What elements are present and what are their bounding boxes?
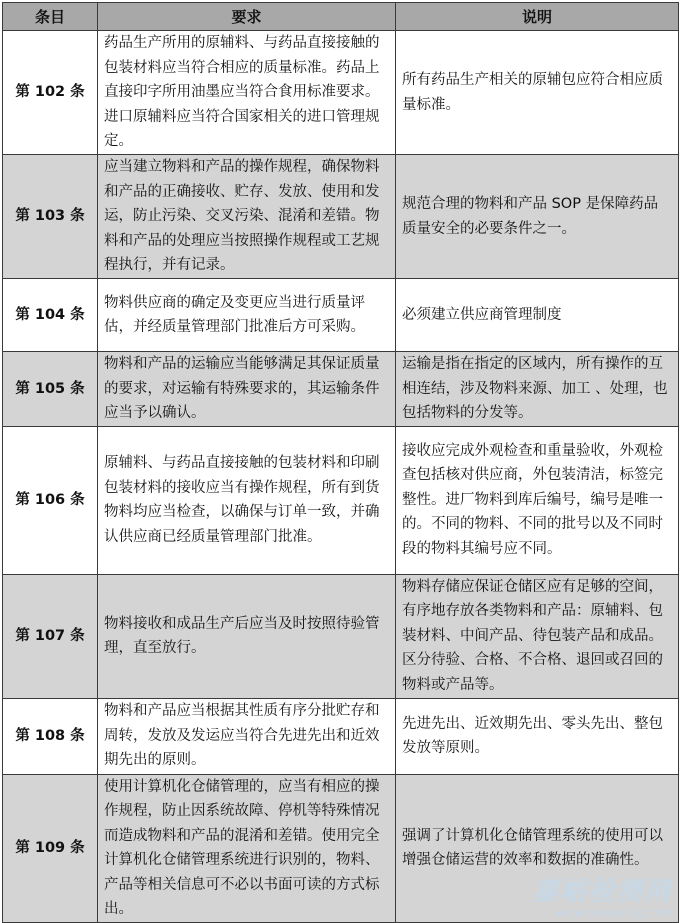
note-cell: 必须建立供应商管理制度 xyxy=(396,279,679,352)
requirement-cell: 使用计算机化仓储管理的，应当有相应的操作规程，防止因系统故障、停机等特殊情况而造成物料和产品的混淆和差错。使用完全计算机化仓储管理系统进行识别的，物料、产品等相关信息可不必以书面可读的方式标出。 xyxy=(98,774,396,922)
requirement-cell: 原辅料、与药品直接接触的包装材料和印刷包装材料的接收应当有操作规程，所有到货物料均应当检查，以确保与订单一致，并确认供应商已经质量管理部门批准。 xyxy=(98,426,396,574)
header-note: 说明 xyxy=(396,3,679,31)
note-cell: 物料存储应保证仓储区应有足够的空间，有序地存放各类物料和产品：原辅料、包装材料、中间产品、待包装产品和成品。区分待验、合格、不合格、退回或召回的物料或产品等。 xyxy=(396,574,679,698)
item-cell: 第 106 条 xyxy=(3,426,98,574)
requirement-cell: 物料接收和成品生产后应当及时按照待验管理，直至放行。 xyxy=(98,574,396,698)
table-row xyxy=(3,698,679,774)
note-cell: 先进先出、近效期先出、零头先出、整包发放等原则。 xyxy=(396,698,679,774)
header-item: 条目 xyxy=(3,3,98,31)
table-row xyxy=(3,426,679,574)
note-cell: 运输是指在指定的区域内，所有操作的互相连结，涉及物料来源、加工 、处理，也包括物料的分发等。 xyxy=(396,352,679,427)
requirement-cell: 物料供应商的确定及变更应当进行质量评估，并经质量管理部门批准后方可采购。 xyxy=(98,279,396,352)
watermark-url: www.anytesting.com xyxy=(556,906,672,919)
gmp-materials-table xyxy=(2,2,679,923)
item-cell: 第 108 条 xyxy=(3,698,98,774)
item-cell: 第 109 条 xyxy=(3,774,98,922)
item-cell: 第 104 条 xyxy=(3,279,98,352)
table-row xyxy=(3,31,679,155)
item-cell: 第 103 条 xyxy=(3,155,98,279)
watermark-logo-text: 嘉峪检测网 xyxy=(531,877,672,907)
requirement-cell: 物料和产品的运输应当能够满足其保证质量的要求，对运输有特殊要求的，其运输条件应当予以确认。 xyxy=(98,352,396,427)
note-cell: 所有药品生产相关的原辅包应符合相应质量标准。 xyxy=(396,31,679,155)
table-row xyxy=(3,155,679,279)
item-cell: 第 102 条 xyxy=(3,31,98,155)
note-cell: 接收应完成外观检查和重量验收，外观检查包括核对供应商，外包装清洁，标签完整性。进厂物料到库后编号，编号是唯一的。不同的物料、不同的批号以及不同时段的物料其编号应不同。 xyxy=(396,426,679,574)
table-row xyxy=(3,279,679,352)
item-cell: 第 107 条 xyxy=(3,574,98,698)
header-requirement: 要求 xyxy=(98,3,396,31)
note-cell: 强调了计算机化仓储管理系统的使用可以增强仓储运营的效率和数据的准确性。 xyxy=(396,774,679,922)
table-row xyxy=(3,352,679,427)
table-row xyxy=(3,774,679,922)
table-row xyxy=(3,574,679,698)
item-cell: 第 105 条 xyxy=(3,352,98,427)
requirement-cell: 应当建立物料和产品的操作规程，确保物料和产品的正确接收、贮存、发放、使用和发运，防止污染、交叉污染、混淆和差错。物料和产品的处理应当按照操作规程或工艺规程执行，并有记录。 xyxy=(98,155,396,279)
requirement-cell: 药品生产所用的原辅料、与药品直接接触的包装材料应当符合相应的质量标准。药品上直接印字所用油墨应当符合食用标准要求。进口原辅料应当符合国家相关的进口管理规定。 xyxy=(98,31,396,155)
note-cell: 规范合理的物料和产品 SOP 是保障药品质量安全的必要条件之一。 xyxy=(396,155,679,279)
table-header-row xyxy=(3,3,679,31)
requirement-cell: 物料和产品应当根据其性质有序分批贮存和周转，发放及发运应当符合先进先出和近效期先出的原则。 xyxy=(98,698,396,774)
